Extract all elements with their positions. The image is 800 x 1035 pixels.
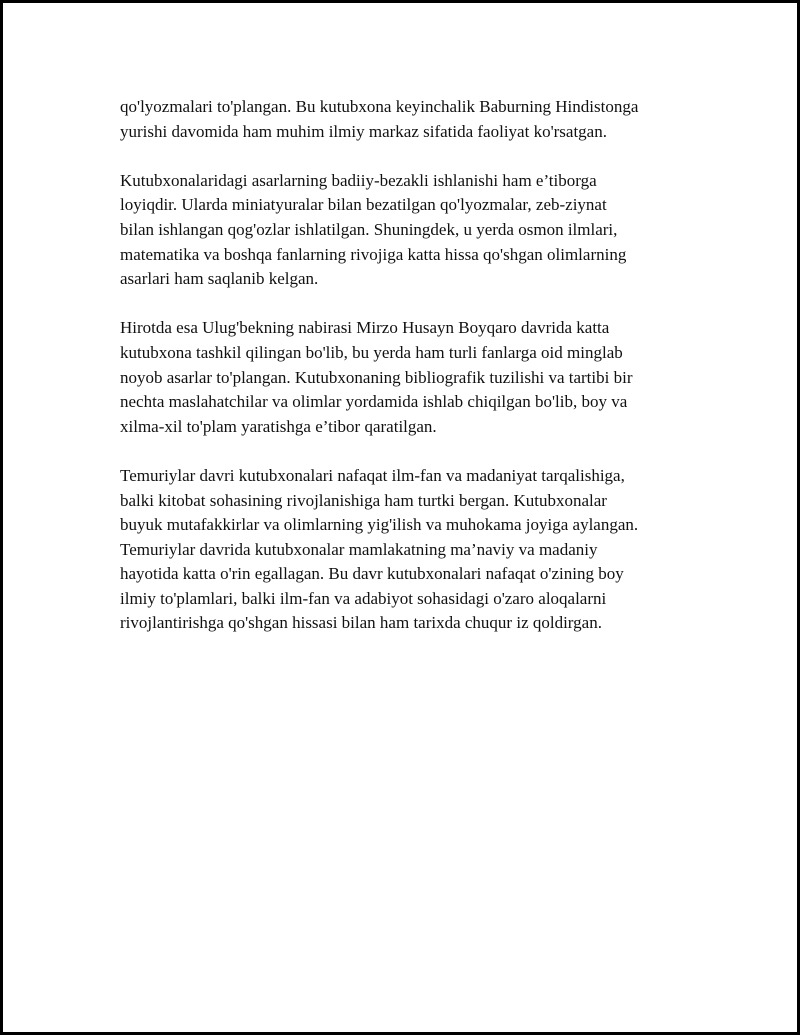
paragraph-3: Hirotda esa Ulug'bekning nabirasi Mirzo Husayn Boyqaro davrida katta kutubxona tashkil qilingan bo'lib, bu yerda ham turli fanlarga oid minglab noyob asarlar to'plangan. Kutubxonaning bibliografik tuzilishi va tartibi bir nechta maslahatchilar va olimlar yordamida ishlab chiqilgan bo'lib, boy va xilma-xil to'plam yaratishga e’tibor qaratilgan.	[120, 318, 633, 436]
paragraph-4: Temuriylar davri kutubxonalari nafaqat ilm-fan va madaniyat tarqalishiga, balki kitobat sohasining rivojlanishiga ham turtki bergan. Kutubxonalar buyuk mutafakkirlar va olimlarning yig'ilish va muhokama joyiga aylangan. Temuriylar davrida kutubxonalar mamlakatning ma’naviy va madaniy hayotida katta o'rin egallagan. Bu davr kutubxonalari nafaqat o'zining boy ilmiy to'plamlari, balki ilm-fan va adabiyot sohasidagi o'zaro aloqalarni rivojlantirishga qo'shgan hissasi bilan ham tarixda chuqur iz qoldirgan.	[120, 465, 639, 633]
paragraph-1: qo'lyozmalari to'plangan. Bu kutubxona keyinchalik Baburning Hindistonga yurishi davomida ham muhim ilmiy markaz sifatida faoliyat ko'rsatgan.	[120, 97, 639, 141]
document-body	[120, 95, 700, 661]
paragraph-2: Kutubxonalaridagi asarlarning badiiy-bezakli ishlanishi ham e’tiborga loyiqdir. Ularda miniatyuralar bilan bezatilgan qo'lyozmalar, zeb-ziynat bilan ishlangan qog'ozlar ishlatilgan. Shuningdek, u yerda osmon ilmlari, matematika va boshqa fanlarning rivojiga katta hissa qo'shgan olimlarning asarlari ham saqlanib kelgan.	[120, 170, 627, 289]
